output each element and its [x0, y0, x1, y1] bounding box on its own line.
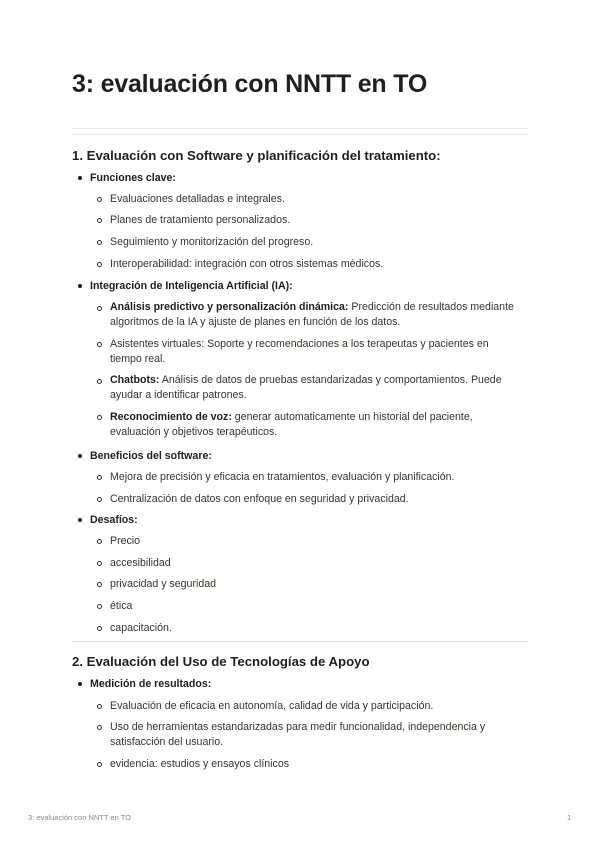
bullet [78, 284, 82, 288]
bullet [97, 379, 102, 384]
bullet [97, 582, 102, 587]
bullet [97, 197, 102, 202]
bullet [97, 240, 102, 245]
footer-title: 3: evaluación con NNTT en TO [28, 813, 131, 822]
list-item: privacidad y seguridad [110, 578, 216, 590]
list-item: accesibilidad [110, 557, 171, 569]
bullet [78, 454, 82, 458]
list-item: capacitación. [110, 622, 172, 634]
list-item: Evaluación de eficacia en autonomía, calidad de vida y participación. [110, 700, 434, 712]
item-lead: Chatbots: [110, 374, 160, 386]
page-title: 3: evaluación con NNTT en TO [72, 70, 428, 98]
list-item: evidencia: estudios y ensayos clínicos [110, 758, 290, 770]
bullet [97, 704, 102, 709]
list-item: Interoperabilidad: integración con otros sistemas médicos. [110, 258, 384, 270]
bullet [97, 497, 102, 502]
item-text: tiempo real. [110, 353, 166, 365]
divider [72, 134, 528, 135]
list-item-label: Medición de resultados: [90, 678, 212, 690]
list-item: Mejora de precisión y eficacia en tratamientos, evaluación y planificación. [110, 471, 455, 483]
item-text: satisfacción del usuario. [110, 736, 224, 748]
list-item: ética [110, 600, 133, 612]
item-text: generar automaticamente un historial del paciente, [231, 411, 473, 423]
bullet [78, 176, 82, 180]
bullet [97, 725, 102, 730]
list-item: Evaluaciones detalladas e integrales. [110, 193, 285, 205]
list-item-label: Funciones clave: [90, 172, 176, 184]
bullet [78, 518, 82, 522]
item-lead: Reconocimiento de voz: [110, 411, 232, 423]
list-item: Seguimiento y monitorización del progreso. [110, 236, 314, 248]
list-item: Precio [110, 535, 141, 547]
bullet [97, 561, 102, 566]
list-item: Centralización de datos con enfoque en seguridad y privacidad. [110, 493, 409, 505]
list-item [110, 300, 530, 330]
section-heading: 1. Evaluación con Software y planificación del tratamiento: [72, 148, 441, 163]
list-item [110, 720, 530, 750]
bullet [97, 218, 102, 223]
bullet [97, 262, 102, 267]
list-item [110, 337, 530, 367]
bullet [97, 415, 102, 420]
list-item: Planes de tratamiento personalizados. [110, 214, 291, 226]
item-lead: Análisis predictivo y personalización dinámica: [110, 301, 349, 313]
list-item-label: Integración de Inteligencia Artificial (IA): [90, 280, 293, 292]
divider [72, 641, 528, 642]
item-text: Análisis de datos de pruebas estandarizadas y comportamientos. Puede [159, 374, 502, 386]
bullet [97, 342, 102, 347]
section-heading: 2. Evaluación del Uso de Tecnologías de Apoyo [72, 654, 370, 669]
bullet [97, 604, 102, 609]
page-number: 1 [567, 813, 572, 822]
bullet [97, 306, 102, 311]
list-item [110, 373, 530, 403]
item-text: evaluación y objetivos terapéuticos. [110, 426, 278, 438]
list-item [110, 410, 530, 440]
bullet [97, 626, 102, 631]
list-item-label: Desafíos: [90, 514, 138, 526]
bullet [97, 762, 102, 767]
bullet [97, 539, 102, 544]
bullet [78, 682, 82, 686]
divider [72, 128, 528, 129]
item-text: Predicción de resultados mediante [348, 301, 514, 313]
item-text: algoritmos de la IA y ajuste de planes en función de los datos. [110, 316, 401, 328]
item-text: ayudar a identificar patrones. [110, 389, 247, 401]
item-text: Asistentes virtuales: Soporte y recomendaciones a los terapeutas y pacientes en [110, 338, 489, 350]
list-item-label: Beneficios del software: [90, 450, 212, 462]
item-text: Uso de herramientas estandarizadas para medir funcionalidad, independencia y [110, 721, 486, 733]
bullet [97, 475, 102, 480]
